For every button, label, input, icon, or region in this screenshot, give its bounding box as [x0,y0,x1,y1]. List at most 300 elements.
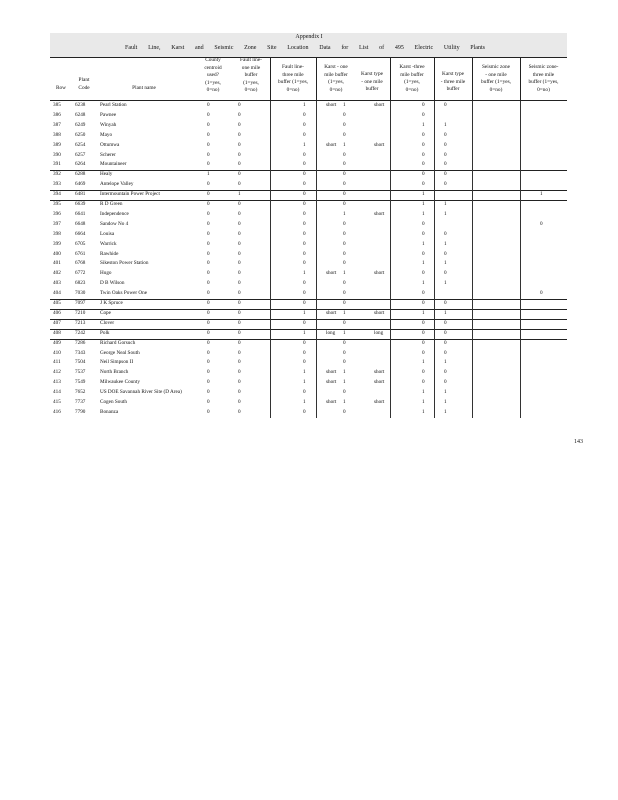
cell-name: Winyah [100,121,117,128]
row-rule [50,319,567,320]
column-rule [434,101,435,418]
cell-cc: 0 [207,161,210,168]
cell-cc: 0 [207,111,210,118]
cell-k1n: 0 [343,349,346,356]
cell-name: Polk [100,329,110,336]
cell-row: 399 [53,240,61,247]
cell-row: 400 [53,250,61,257]
cell-kt3: 0 [444,369,447,376]
cell-f3: 1 [303,379,306,386]
cell-f1: 0 [238,131,241,138]
cell-f1: 1 [238,191,241,198]
cell-row: 408 [53,329,61,336]
cell-code: 7549 [75,379,86,386]
title-word: and [195,45,204,51]
cell-k3: 1 [422,191,425,198]
cell-code: 7537 [75,369,86,376]
table-row [50,230,567,239]
cell-kt1: long [374,329,384,336]
cell-row: 389 [53,141,61,148]
cell-f3: 0 [303,339,306,346]
cell-f1: 0 [238,230,241,237]
cell-f1: 0 [238,250,241,257]
cell-k1n: 1 [343,102,346,108]
cell-cc: 0 [207,141,210,148]
title-word: Utility [443,45,460,51]
cell-code: 6254 [75,141,86,148]
cell-f3: 0 [303,191,306,198]
cell-kt3: 0 [444,300,447,306]
cell-code: 6772 [75,270,86,277]
cell-name: Ottumwa [100,141,120,148]
table-row [50,170,567,179]
cell-k1: short [326,369,337,376]
cell-code: 7242 [75,329,86,336]
cell-f3: 0 [303,171,306,178]
cell-f3: 0 [303,300,306,306]
cell-kt3: 0 [444,161,447,168]
title-word: Site [267,45,277,51]
cell-kt3: 1 [444,201,447,207]
header-karst-three: Karst -three mile buffer (1=yes, 0=no) [399,64,425,93]
cell-f1: 0 [238,408,241,415]
cell-k1n: 1 [343,210,346,217]
cell-k3: 1 [422,309,425,316]
cell-cc: 0 [207,131,210,138]
cell-f1: 0 [238,161,241,168]
cell-row: 407 [53,319,61,326]
cell-code: 7286 [75,339,86,346]
cell-name: North Branch [100,369,129,376]
cell-k3: 0 [422,102,425,108]
cell-k1n: 0 [343,151,346,158]
cell-row: 404 [53,290,61,297]
cell-k1: short [326,141,337,148]
cell-f1: 0 [238,121,241,128]
cell-kt3: 1 [444,240,447,247]
cell-f3: 0 [303,260,306,267]
cell-k1n: 0 [343,389,346,396]
header-karst-type-one: Karst type - one mile buffer [361,71,383,92]
cell-f3: 0 [303,408,306,415]
title-word: Data [319,45,331,51]
cell-k1: short [326,399,337,405]
cell-cc: 0 [207,121,210,128]
cell-name: Intermountain Power Project [100,191,160,198]
table-row [50,250,567,259]
header-county-centroid: County centroid used? (1=yes, 0=no) [204,57,222,93]
cell-row: 386 [53,111,61,118]
cell-row: 394 [53,191,61,198]
cell-k1n: 0 [343,111,346,118]
cell-name: US DOE Savannah River Site (D Area) [100,389,182,396]
cell-f1: 0 [238,111,241,118]
cell-f3: 1 [303,309,306,316]
cell-name: Warrick [100,240,117,247]
title-word: 495 [394,45,404,51]
table-row [50,398,567,407]
table-row [50,349,567,358]
cell-kt3: 1 [444,359,447,366]
table-row [50,200,567,209]
cell-cc: 0 [207,151,210,158]
header-seismic-one: Seismic zone - one mile buffer (1=yes, 0=no) [481,64,511,93]
cell-row: 410 [53,349,61,356]
cell-code: 6648 [75,220,86,227]
cell-name: Independence [100,210,129,217]
cell-k3: 0 [422,131,425,138]
cell-cc: 0 [207,240,210,247]
cell-code: 6481 [75,191,86,198]
cell-f3: 1 [303,399,306,405]
cell-kt3: 0 [444,250,447,257]
cell-k3: 0 [422,290,425,297]
cell-code: 6641 [75,210,86,217]
cell-kt3: 1 [444,309,447,316]
cell-k1n: 0 [343,191,346,198]
header-karst-one: Karst - one mile buffer (1=yes, 0=no) [324,64,348,93]
cell-k1n: 0 [343,250,346,257]
cell-name: D B Wilson [100,280,125,287]
cell-f1: 0 [238,270,241,277]
cell-code: 6823 [75,280,86,287]
table-row [50,210,567,219]
cell-name: Milwaukee County [100,379,140,386]
cell-f1: 0 [238,399,241,405]
row-rule [50,329,567,330]
title-word: Zone [244,45,257,51]
cell-f3: 0 [303,121,306,128]
cell-row: 387 [53,121,61,128]
cell-f1: 0 [238,369,241,376]
cell-k3: 1 [422,210,425,217]
cell-row: 413 [53,379,61,386]
cell-cc: 0 [207,230,210,237]
cell-name: Scherer [100,151,116,158]
cell-name: Twin Oaks Power One [100,290,148,297]
table-row [50,180,567,189]
header-row: Row [55,85,66,91]
cell-k3: 1 [422,399,425,405]
cell-row: 391 [53,161,61,168]
cell-k3: 0 [422,220,425,227]
title-word: Location [287,45,309,51]
cell-k1n: 1 [343,369,346,376]
cell-s3: 0 [540,220,543,227]
cell-cc: 0 [207,290,210,297]
cell-code: 7343 [75,349,86,356]
cell-row: 401 [53,260,61,267]
cell-kt3: 0 [444,270,447,277]
table-row [50,111,567,120]
cell-code: 6257 [75,151,86,158]
cell-cc: 0 [207,349,210,356]
cell-cc: 0 [207,339,210,346]
cell-cc: 0 [207,260,210,267]
cell-k3: 1 [422,240,425,247]
cell-k1n: 0 [343,280,346,287]
cell-name: J K Spruce [100,300,123,306]
cell-k3: 0 [422,171,425,178]
cell-cc: 0 [207,329,210,336]
cell-k1: short [326,102,337,108]
cell-code: 7210 [75,309,86,316]
cell-row: 416 [53,408,61,415]
cell-code: 6264 [75,161,86,168]
cell-k3: 0 [422,181,425,188]
cell-f3: 0 [303,181,306,188]
cell-cc: 0 [207,389,210,396]
cell-f3: 0 [303,161,306,168]
table-row [50,141,567,150]
cell-row: 411 [53,359,61,366]
table-row [50,368,567,377]
table-row [50,339,567,348]
cell-code: 6639 [75,201,86,207]
row-rule [50,309,567,310]
cell-code: 6238 [75,102,86,108]
cell-code: 7652 [75,389,86,396]
cell-cc: 0 [207,220,210,227]
title-word: Fault [125,45,138,51]
cell-k1n: 0 [343,319,346,326]
cell-f3: 0 [303,151,306,158]
header-plant-code: Plant Code [78,77,90,91]
cell-name: Sikeston Power Station [100,260,149,267]
cell-k3: 0 [422,329,425,336]
table-row [50,240,567,249]
table-row [50,151,567,160]
row-rule [50,170,567,171]
cell-f1: 0 [238,151,241,158]
cell-f3: 0 [303,290,306,297]
cell-f1: 0 [238,141,241,148]
cell-cc: 0 [207,102,210,108]
title-word: Seismic [214,45,234,51]
cell-k3: 0 [422,349,425,356]
cell-code: 6768 [75,260,86,267]
cell-kt3: 0 [444,329,447,336]
column-rule [472,101,473,418]
cell-kt3: 0 [444,319,447,326]
cell-cc: 0 [207,191,210,198]
cell-f3: 0 [303,250,306,257]
cell-f3: 0 [303,111,306,118]
cell-f3: 0 [303,319,306,326]
cell-f1: 0 [238,181,241,188]
table-row [50,309,567,318]
cell-k1n: 0 [343,181,346,188]
cell-cc: 0 [207,210,210,217]
cell-cc: 0 [207,408,210,415]
cell-f1: 0 [238,319,241,326]
cell-code: 6705 [75,240,86,247]
cell-f1: 0 [238,379,241,386]
cell-k3: 1 [422,408,425,415]
cell-cc: 1 [207,171,210,178]
cell-f1: 0 [238,359,241,366]
cell-code: 7097 [75,300,86,306]
cell-k3: 0 [422,270,425,277]
header-plant-name: Plant name [132,85,156,91]
cell-k1n: 0 [343,290,346,297]
cell-s3: 0 [540,290,543,297]
column-rule [270,101,271,418]
cell-name: Hugo [100,270,112,277]
title-word: for [341,45,349,51]
cell-f3: 0 [303,131,306,138]
cell-name: Mayo [100,131,113,138]
cell-f1: 0 [238,280,241,287]
title-word: of [379,45,385,51]
cell-kt3: 0 [444,102,447,108]
cell-kt3: 0 [444,379,447,386]
cell-row: 412 [53,369,61,376]
header-karst-type-three: Karst type - three mile buffer [440,71,466,92]
cell-cc: 0 [207,181,210,188]
cell-f1: 0 [238,349,241,356]
cell-name: Clover [100,319,115,326]
cell-k1n: 0 [343,300,346,306]
cell-kt1: short [374,379,385,386]
cell-code: 6288 [75,171,86,178]
cell-f3: 0 [303,220,306,227]
cell-k3: 1 [422,389,425,396]
table-row [50,279,567,288]
table-row [50,358,567,367]
cell-f3: 1 [303,102,306,108]
cell-code: 6249 [75,121,86,128]
title-word: List [359,45,369,51]
cell-k3: 1 [422,201,425,207]
cell-k3: 0 [422,319,425,326]
table-row [50,329,567,338]
cell-kt3: 0 [444,131,447,138]
cell-k3: 1 [422,121,425,128]
cell-k1n: 0 [343,220,346,227]
cell-f3: 0 [303,240,306,247]
table-row [50,160,567,169]
cell-k1n: 0 [343,240,346,247]
cell-k1n: 0 [343,260,346,267]
cell-kt3: 1 [444,399,447,405]
cell-row: 398 [53,230,61,237]
cell-cc: 0 [207,319,210,326]
cell-k1n: 0 [343,121,346,128]
cell-kt1: short [374,399,385,405]
cell-f1: 0 [238,171,241,178]
table-row [50,319,567,328]
cell-k3: 0 [422,339,425,346]
table-row [50,259,567,268]
row-rule [50,339,567,340]
cell-k1n: 1 [343,399,346,405]
cell-row: 395 [53,201,61,207]
cell-k1n: 1 [343,270,346,277]
cell-kt1: short [374,141,385,148]
table-row [50,378,567,387]
row-rule [50,190,567,191]
cell-f1: 0 [238,389,241,396]
table-row [50,269,567,278]
cell-row: 403 [53,280,61,287]
cell-f1: 0 [238,300,241,306]
cell-k1: long [326,329,336,336]
cell-k1n: 0 [343,131,346,138]
cell-cc: 0 [207,379,210,386]
cell-cc: 0 [207,250,210,257]
cell-code: 6248 [75,111,86,118]
cell-k1n: 0 [343,339,346,346]
title-word: Karst [171,45,185,51]
cell-k3: 1 [422,260,425,267]
title-word: Line, [148,45,161,51]
cell-cc: 0 [207,201,210,207]
cell-code: 7030 [75,290,86,297]
cell-cc: 0 [207,369,210,376]
cell-row: 415 [53,399,61,405]
cell-cc: 0 [207,300,210,306]
cell-name: Rawhide [100,250,119,257]
appendix-title: Appendix I [295,34,323,40]
cell-kt3: 1 [444,408,447,415]
cell-k3: 1 [422,280,425,287]
column-rule [390,101,391,418]
cell-k1n: 1 [343,329,346,336]
cell-name: Pearl Station [100,102,127,108]
cell-code: 7790 [75,408,86,415]
table-row [50,408,567,417]
row-rule [50,200,567,201]
cell-f1: 0 [238,309,241,316]
cell-k3: 0 [422,161,425,168]
cell-f1: 0 [238,329,241,336]
cell-k1: short [326,309,337,316]
cell-f3: 0 [303,201,306,207]
cell-f1: 0 [238,102,241,108]
cell-code: 6469 [75,181,86,188]
header-fault-one: Fault line- one mile buffer (1=yes, 0=no) [240,57,262,93]
cell-k3: 0 [422,300,425,306]
cell-name: Richard Gorsuch [100,339,136,346]
cell-k1: short [326,379,337,386]
table-header [50,57,567,101]
cell-cc: 0 [207,280,210,287]
cell-f3: 0 [303,349,306,356]
title-word: Plants [470,45,485,51]
cell-kt3: 0 [444,141,447,148]
cell-k3: 0 [422,250,425,257]
cell-kt1: short [374,369,385,376]
cell-row: 402 [53,270,61,277]
cell-row: 414 [53,389,61,396]
cell-f3: 1 [303,369,306,376]
cell-k3: 0 [422,230,425,237]
page-number: 143 [574,439,583,445]
header-fault-three: Fault line- three mile buffer (1=yes, 0=no) [278,64,308,93]
cell-f3: 1 [303,329,306,336]
cell-k3: 0 [422,141,425,148]
cell-kt1: short [374,102,385,108]
cell-name: Bonanza [100,408,119,415]
cell-k1n: 1 [343,141,346,148]
cell-row: 385 [53,102,61,108]
cell-k3: 0 [422,151,425,158]
column-rule [316,101,317,418]
cell-kt3: 0 [444,230,447,237]
cell-k3: 0 [422,111,425,118]
cell-kt1: short [374,309,385,316]
